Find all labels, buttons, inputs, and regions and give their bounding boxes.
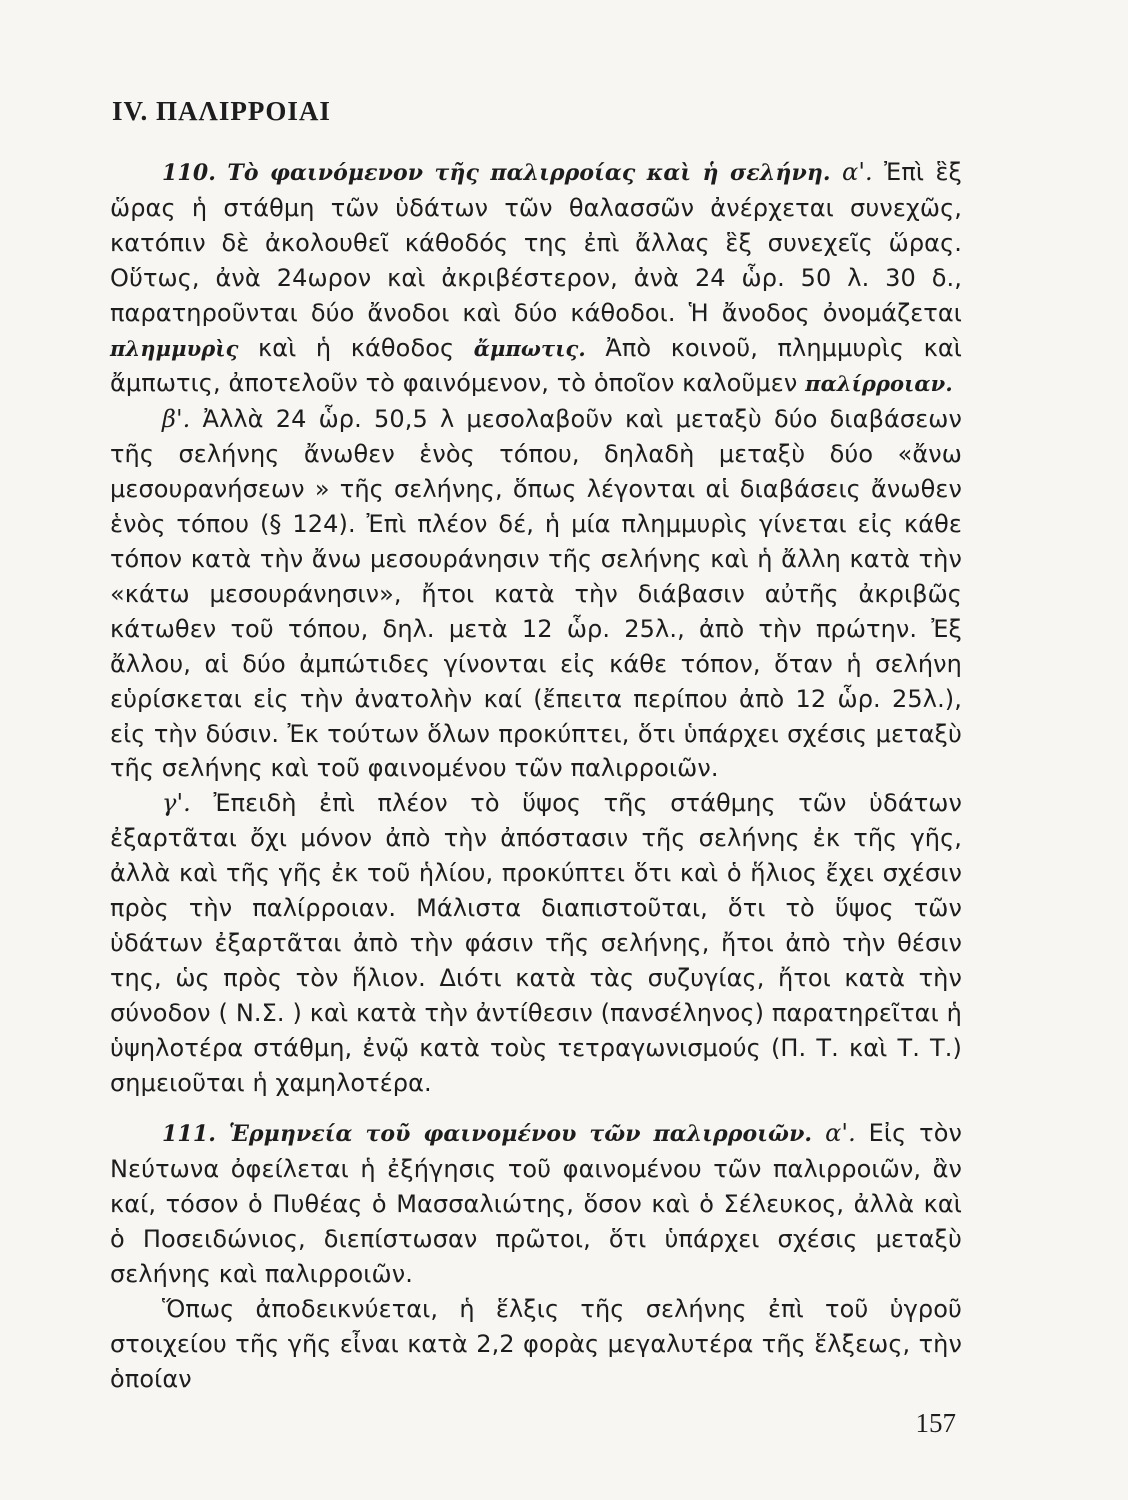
- section-110-alpha-marker: α'.: [842, 158, 873, 186]
- section-110-number: 110.: [162, 160, 216, 186]
- section-111-alpha-marker: α'.: [825, 1119, 856, 1148]
- section-111-heading: Ἑρμηνεία τοῦ φαινομένου τῶν παλιρροιῶν.: [228, 1121, 813, 1148]
- section-110-beta-text: Ἀλλὰ 24 ὧρ. 50,5 λ μεσολαβοῦν καὶ μεταξὺ δύο διαβάσεων τῆς σελήνης ἄνωθεν ἑνὸς τόπου, δηλαδὴ μεταξὺ δύο «ἄνω μεσουρανήσεων » τῆς σελήνης, ὅπως λέγονται αἱ διαβάσεις ἄνωθεν ἑνὸς τόπου (§ 124). Ἐπὶ πλέον δέ, ἡ μία πλημμυρὶς γίνεται εἰς κάθε τόπον κατὰ τὴν ἄνω μεσουράνησιν τῆς σελήνης καὶ ἡ ἄλλη κατὰ τὴν «κάτω μεσουράνησιν», ἤτοι κατὰ τὴν διάβασιν αὐτῆς ἀκριβῶς κάτωθεν τοῦ τόπου, δηλ. μετὰ 12 ὧρ. 25λ., ἀπὸ τὴν πρώτην. Ἐξ ἄλλου, αἱ δύο ἀμπώτιδες γίνονται εἰς κάθε τόπον, ὅταν ἡ σελήνη εὑρίσκεται εἰς τὴν ἀνατολὴν καί (ἔπειτα περίπου ἀπὸ 12 ὧρ. 25λ.), εἰς τὴν δύσιν. Ἐκ τούτων ὅλων προκύπτει, ὅτι ὑπάρχει σχέσις μεταξὺ τῆς σελήνης καὶ τοῦ φαινομένου τῶν παλιρροιῶν.: [110, 405, 963, 783]
- section-110-paragraph-gamma: [110, 786, 962, 1100]
- term-palirroia: παλίρροιαν.: [805, 371, 953, 397]
- section-110-gamma-text: Ἐπειδὴ ἐπὶ πλέον τὸ ὕψος τῆς στάθμης τῶν ὑδάτων ἐξαρτᾶται ὄχι μόνον ἀπὸ τὴν ἀπόστασιν τῆς σελήνης ἐκ τῆς γῆς, ἀλλὰ καὶ τῆς γῆς ἐκ τοῦ ἡλίου, προκύπτει ὅτι καὶ ὁ ἥλιος ἔχει σχέσιν πρὸς τὴν παλίρροιαν. Μάλιστα διαπιστοῦται, ὅτι τὸ ὕψος τῶν ὑδάτων ἐξαρτᾶται ἀπὸ τὴν φάσιν τῆς σελήνης, ἤτοι ἀπὸ τὴν θέσιν της, ὡς πρὸς τὸν ἥλιον. Διότι κατὰ τὰς συζυγίας, ἤτοι κατὰ τὴν σύνοδον ( Ν.Σ. ) καὶ κατὰ τὴν ἀντίθεσιν (πανσέληνος) παρατηρεῖται ἡ ὑψηλοτέρα στάθμη, ἐνῷ κατὰ τοὺς τετραγωνισμούς (Π. Τ. καὶ Τ. Τ.) σημειοῦται ἡ χαμηλοτέρα.: [110, 789, 962, 1097]
- chapter-title: IV. ΠΑΛΙΡΡΟΙΑΙ: [112, 96, 331, 126]
- section-110-paragraph-alpha: [110, 155, 962, 402]
- section-111-alpha-text: Εἰς τὸν Νεύτωνα ὀφείλεται ἡ ἐξήγησις τοῦ φαινομένου τῶν παλιρροιῶν, ἂν καί, τόσον ὁ Πυθέας ὁ Μασσαλιώτης, ὅσον καὶ ὁ Σέλευκος, ἀλλὰ καὶ ὁ Ποσειδώνιος, διεπίστωσαν πρῶτοι, ὅτι ὑπάρχει σχέσις μεταξὺ σελήνης καὶ παλιρροιῶν.: [110, 1119, 963, 1289]
- body-text: [110, 155, 962, 1397]
- section-110-paragraph-beta: [110, 402, 962, 786]
- term-plimmyris: πλημμυρὶς: [110, 335, 239, 361]
- section-111-number: 111.: [162, 1121, 216, 1148]
- section-111-paragraph-2: Ὅπως ἀποδεικνύεται, ἡ ἕλξις τῆς σελήνης ἐπὶ τοῦ ὑγροῦ στοιχείου τῆς γῆς εἶναι κατὰ 2,2 φορὰς μεγαλυτέρα τῆς ἕλξεως, τὴν ὁποίαν: [110, 1295, 962, 1393]
- section-110-alpha-text-1: Ἐπὶ ἓξ ὥρας ἡ στάθμη τῶν ὑδάτων τῶν θαλασσῶν ἀνέρχεται συνεχῶς, κατόπιν δὲ ἀκολουθεῖ κάθοδός της ἐπὶ ἄλλας ἓξ συνεχεῖς ὥρας. Οὕτως, ἀνὰ 24ωρον καὶ ἀκριβέστερον, ἀνὰ 24 ὧρ. 50 λ. 30 δ., παρατηροῦνται δύο ἄνοδοι καὶ δύο κάθοδοι. Ἡ ἄνοδος ὀνομάζεται: [110, 158, 963, 327]
- section-111-paragraph-alpha: [110, 1116, 962, 1292]
- section-110-beta-marker: β'.: [162, 405, 191, 434]
- page-number: 157: [915, 1408, 956, 1438]
- section-110-alpha-text-3: Ἀπὸ κοινοῦ, πλημμυρὶς καὶ ἄμπωτις, ἀποτελοῦν τὸ φαινόμενον, τὸ ὁποῖον καλοῦμεν: [110, 333, 962, 398]
- term-ampotis: ἄμπωτις.: [473, 335, 586, 361]
- section-110-gamma-marker: γ'.: [162, 789, 191, 818]
- section-110-alpha-text-2: καὶ ἡ κάθοδος: [258, 333, 455, 362]
- section-110-heading: Τὸ φαινόμενον τῆς παλιρροίας καὶ ἡ σελήνη.: [227, 160, 831, 186]
